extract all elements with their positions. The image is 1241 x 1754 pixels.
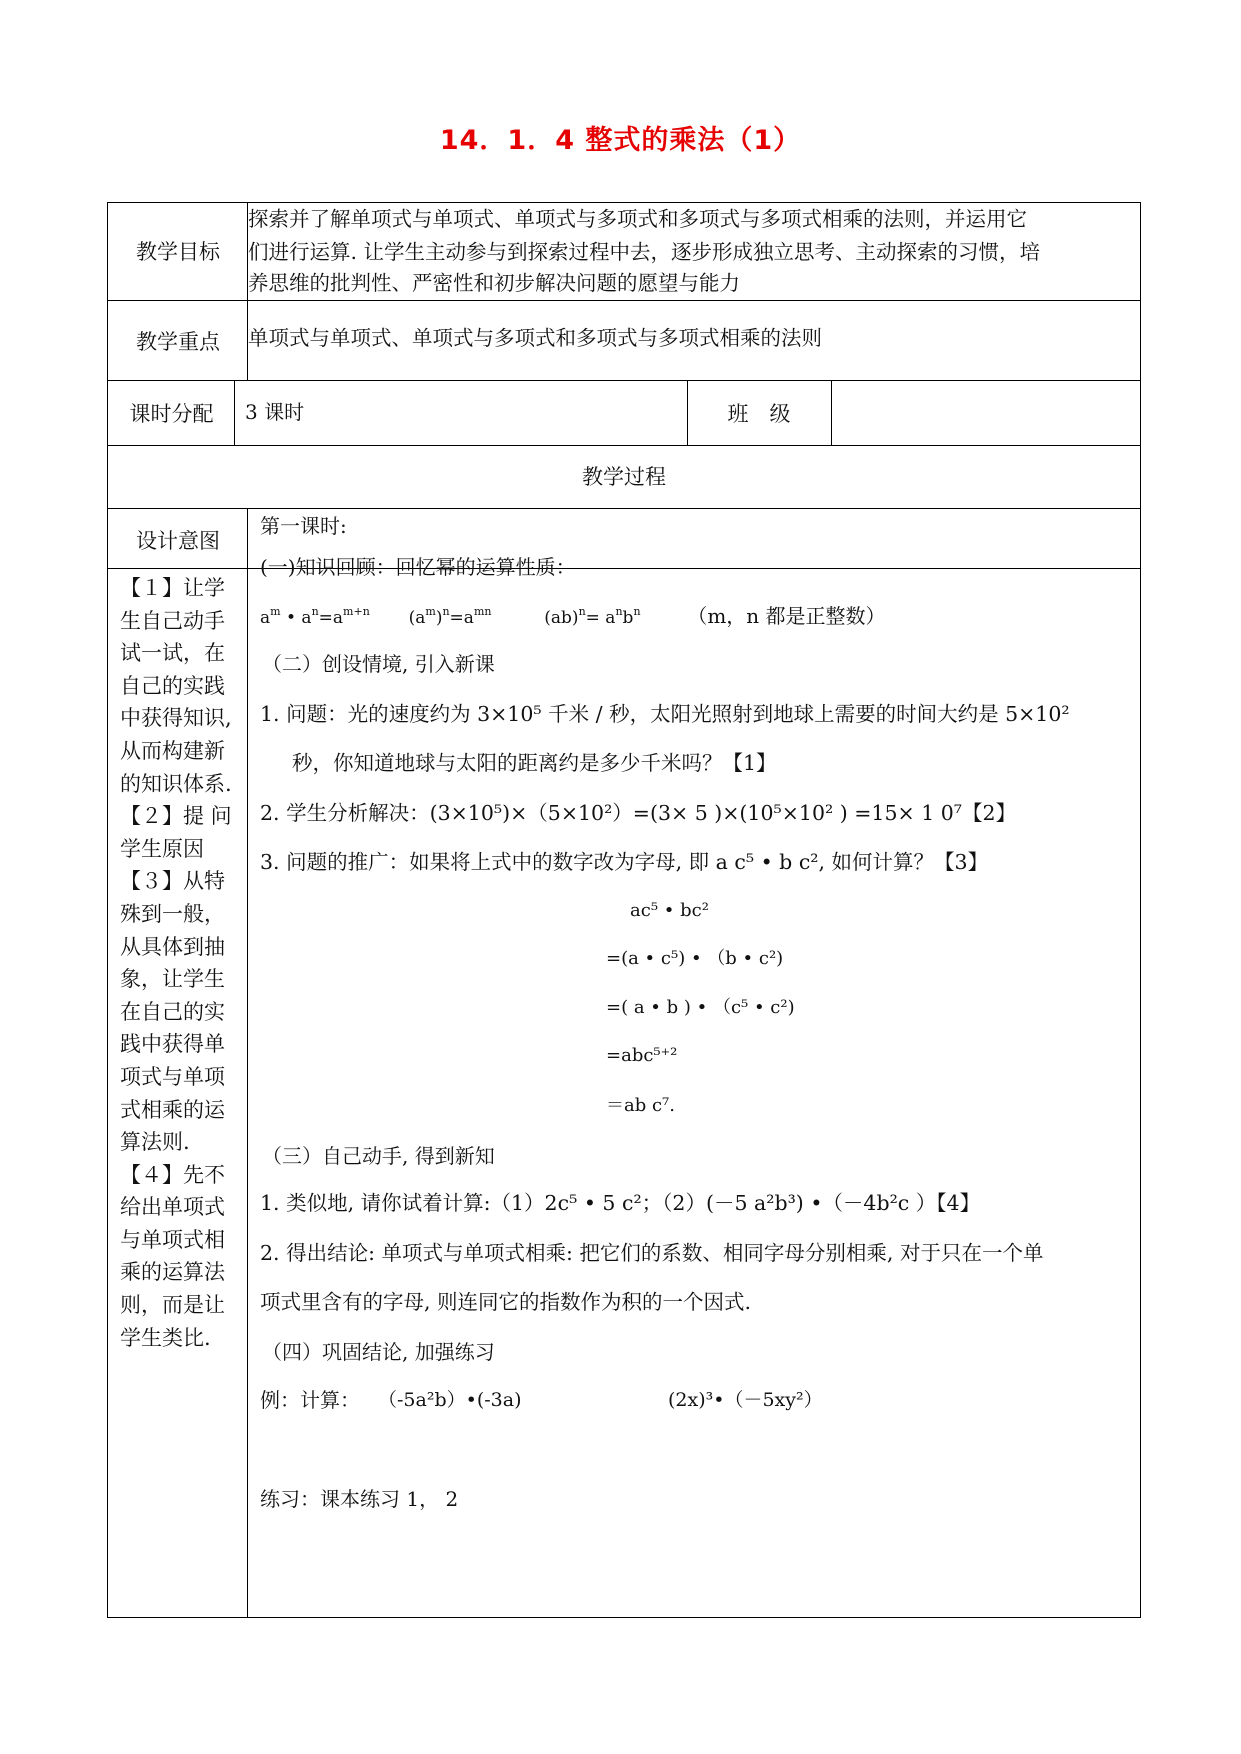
power-rule-3: $(ab)^n= a^nb^n$: [544, 605, 641, 628]
lesson-heading: 第一课时:: [260, 514, 347, 538]
consolidate-heading: （四）巩固结论, 加强练习: [262, 1340, 495, 1364]
note-line: 式相乘的运: [120, 1097, 225, 1122]
example-label: 例：计算：: [260, 1388, 360, 1412]
hours-value: 3 课时: [245, 400, 305, 424]
derivation-line: =abc⁵⁺²: [606, 1045, 678, 1066]
note-line: 生自己动手: [120, 608, 225, 633]
class-label: 班 级: [727, 402, 791, 426]
note-line: 学生原因: [120, 836, 204, 861]
goal-line-3: 养思维的批判性、严密性和初步解决问题的愿望与能力: [248, 271, 740, 295]
example-1: （-5a²b）•(-3a): [378, 1389, 522, 1411]
note-line: 乘的运算法: [120, 1260, 225, 1285]
note-line: 【２】提 问: [120, 804, 232, 829]
note-line: 算法则.: [120, 1130, 190, 1155]
note-line: 学生类比.: [120, 1325, 211, 1350]
note-line: 从具体到抽: [120, 934, 225, 959]
exercise: 练习：课本练习 1， 2: [260, 1487, 459, 1511]
power-rule-1: $a^m$ • $a^n=a^{m+n}$: [260, 605, 370, 628]
question-3: 3. 问题的推广：如果将上式中的数字改为字母, 即 a c⁵ • b c², 如何计算？【3】: [260, 850, 989, 874]
power-rules: [260, 600, 886, 634]
note-line: 从而构建新: [120, 738, 225, 763]
practice-2-line-1: 2. 得出结论: 单项式与单项式相乘: 把它们的系数、相同字母分别相乘, 对于只在一个单: [260, 1241, 1044, 1265]
goal-line-1: 探索并了解单项式与单项式、单项式与多项式和多项式与多项式相乘的法则，并运用它: [248, 207, 1027, 231]
note-line: 中获得知识,: [120, 706, 232, 731]
power-rule-condition: （m，n 都是正整数）: [687, 604, 886, 628]
goal-line-2: 们进行运算. 让学生主动参与到探索过程中去，逐步形成独立思考、主动探索的习惯，培: [248, 240, 1041, 264]
note-line: 的知识体系.: [120, 771, 232, 796]
question-2: 2. 学生分析解决：(3×10⁵)×（5×10²）=(3× 5 )×(10⁵×10² ) =15× 1 0⁷【2】: [260, 801, 1017, 825]
note-line: 自己的实践: [120, 673, 225, 698]
note-line: 【４】先不: [120, 1162, 225, 1187]
note-line: 项式与单项: [120, 1064, 225, 1089]
power-rule-2: $(a^m)^n=a^{mn}$: [408, 605, 492, 628]
note-line: 【１】让学: [120, 576, 225, 600]
note-line: 与单项式相: [120, 1227, 225, 1252]
note-line: 给出单项式: [120, 1195, 225, 1220]
intro-heading: （二）创设情境, 引入新课: [262, 652, 495, 676]
practice-1: 1. 类似地, 请你试着计算:（1）2c⁵ • 5 c²；（2）(－5 a²b³) •（－4b²c ）【4】: [260, 1191, 981, 1215]
practice-heading: （三）自己动手, 得到新知: [262, 1144, 495, 1168]
note-line: 践中获得单: [120, 1032, 225, 1057]
review-heading: (一)知识回顾：回忆幂的运算性质：: [260, 555, 576, 579]
question-1-line-1: 1. 问题：光的速度约为 3×10⁵ 千米 / 秒，太阳光照射到地球上需要的时间大约是 5×10²: [260, 702, 1070, 726]
page-title: 14．1．4 整式的乘法（1）: [439, 125, 802, 156]
derivation-line: =(a • c⁵) • （b • c²): [606, 948, 784, 969]
practice-2-line-2: 项式里含有的字母, 则连同它的指数作为积的一个因式.: [260, 1290, 752, 1314]
goal-label: 教学目标: [136, 240, 220, 264]
question-1-line-2: 秒，你知道地球与太阳的距离约是多少千米吗？【1】: [292, 751, 777, 775]
derivation-line: =( a • b ) • （c⁵ • c²): [606, 997, 795, 1018]
example-2: (2x)³•（－5xy²）: [668, 1389, 823, 1411]
note-line: 【３】从特: [120, 869, 225, 894]
design-label: 设计意图: [136, 529, 220, 553]
derivation-line: ac⁵ • bc²: [630, 900, 709, 921]
design-notes: [120, 572, 238, 1354]
note-line: 试一试，在: [120, 641, 225, 666]
process-label: 教学过程: [582, 465, 666, 489]
note-line: 在自己的实: [120, 999, 225, 1024]
key-label: 教学重点: [136, 330, 220, 354]
note-line: 殊到一般，: [120, 901, 225, 926]
note-line: 象，让学生: [120, 967, 225, 992]
hours-label: 课时分配: [129, 402, 214, 426]
derivation-line: ＝ab c⁷.: [606, 1095, 675, 1116]
key-text: 单项式与单项式、单项式与多项式和多项式与多项式相乘的法则: [248, 326, 822, 350]
note-line: 则，而是让: [120, 1293, 225, 1318]
